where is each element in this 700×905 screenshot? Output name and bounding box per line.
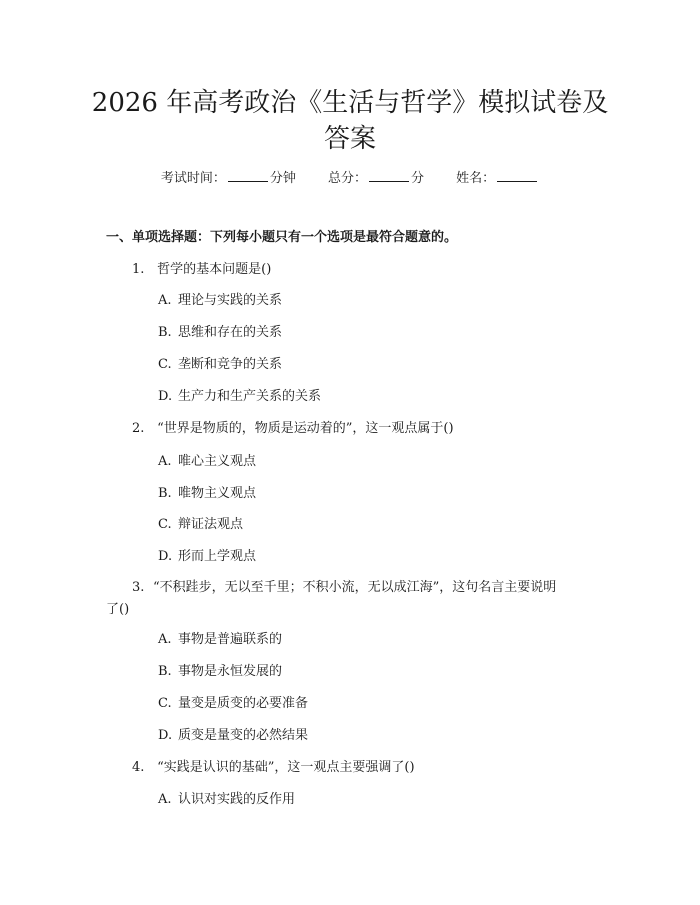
q1-option-b — [158, 323, 282, 343]
option-text: 唯心主义观点 — [178, 454, 257, 469]
question-stem-line1 — [106, 577, 596, 599]
question-stem-line2: 了() — [106, 602, 130, 617]
q3-option-d — [158, 726, 308, 746]
total-score-label: 总分： — [327, 171, 367, 186]
option-text: 事物是普遍联系的 — [178, 632, 283, 647]
option-letter: D. — [158, 389, 173, 404]
q3-option-b — [158, 662, 282, 682]
question-stem: “不积跬步，无以至千里；不积小流，无以成江海”，这句名言主要说明 — [153, 580, 557, 595]
question-number: 1. — [132, 262, 145, 277]
question-number: 4. — [132, 760, 145, 775]
option-letter: A. — [158, 632, 172, 647]
option-letter: C. — [158, 357, 172, 372]
option-text: 质变是量变的必然结果 — [178, 728, 309, 743]
exam-time-label: 考试时间： — [160, 171, 226, 186]
option-text: 思维和存在的关系 — [178, 325, 283, 340]
option-letter: C. — [158, 517, 172, 532]
exam-meta — [0, 168, 700, 189]
section-heading: 一、单项选择题：下列每小题只有一个选项是最符合题意的。 — [106, 230, 458, 245]
option-letter: D. — [158, 728, 173, 743]
question-stem: “实践是认识的基础”，这一观点主要强调了() — [157, 760, 415, 775]
q2-option-b — [158, 484, 256, 504]
question-stem: “世界是物质的，物质是运动着的”，这一观点属于() — [157, 421, 454, 436]
option-letter: A. — [158, 792, 172, 807]
question-number: 2. — [132, 421, 145, 436]
question-3 — [106, 577, 596, 621]
exam-title-line2: 答案 — [323, 124, 376, 154]
q2-option-d — [158, 547, 256, 567]
q1-option-d — [158, 387, 321, 407]
question-4 — [106, 757, 596, 779]
option-text: 事物是永恒发展的 — [178, 664, 283, 679]
option-text: 形而上学观点 — [178, 549, 257, 564]
option-text: 量变是质变的必要准备 — [178, 696, 309, 711]
exam-time-field — [161, 168, 296, 189]
option-text: 唯物主义观点 — [178, 486, 257, 501]
option-text: 生产力和生产关系的关系 — [178, 389, 322, 404]
question-stem: 哲学的基本问题是() — [157, 262, 272, 277]
q2-option-c — [158, 515, 243, 535]
option-letter: A. — [158, 293, 172, 308]
question-1 — [106, 259, 596, 281]
option-text: 垄断和竞争的关系 — [178, 357, 283, 372]
option-text: 理论与实践的关系 — [178, 293, 283, 308]
option-letter: C. — [158, 696, 172, 711]
option-letter: B. — [158, 486, 172, 501]
question-number: 3. — [132, 580, 145, 595]
question-2 — [106, 418, 596, 440]
option-letter: B. — [158, 325, 172, 340]
name-field — [456, 168, 539, 189]
q3-option-a — [158, 630, 282, 650]
option-letter: A. — [158, 454, 172, 469]
total-score-unit: 分 — [411, 171, 425, 186]
q4-option-a — [158, 790, 295, 810]
q3-option-c — [158, 694, 308, 714]
q2-option-a — [158, 452, 256, 472]
exam-time-blank — [228, 168, 268, 182]
name-label: 姓名： — [456, 171, 496, 186]
exam-time-unit: 分钟 — [269, 171, 296, 186]
name-blank — [497, 168, 537, 182]
total-score-blank — [369, 168, 409, 182]
option-letter: D. — [158, 549, 173, 564]
option-text: 辩证法观点 — [178, 517, 244, 532]
q1-option-a — [158, 291, 282, 311]
exam-title-line1: 2026 年高考政治《生活与哲学》模拟试卷及 — [91, 88, 609, 118]
total-score-field — [328, 168, 424, 189]
q1-option-c — [158, 355, 282, 375]
option-letter: B. — [158, 664, 172, 679]
option-text: 认识对实践的反作用 — [178, 792, 296, 807]
